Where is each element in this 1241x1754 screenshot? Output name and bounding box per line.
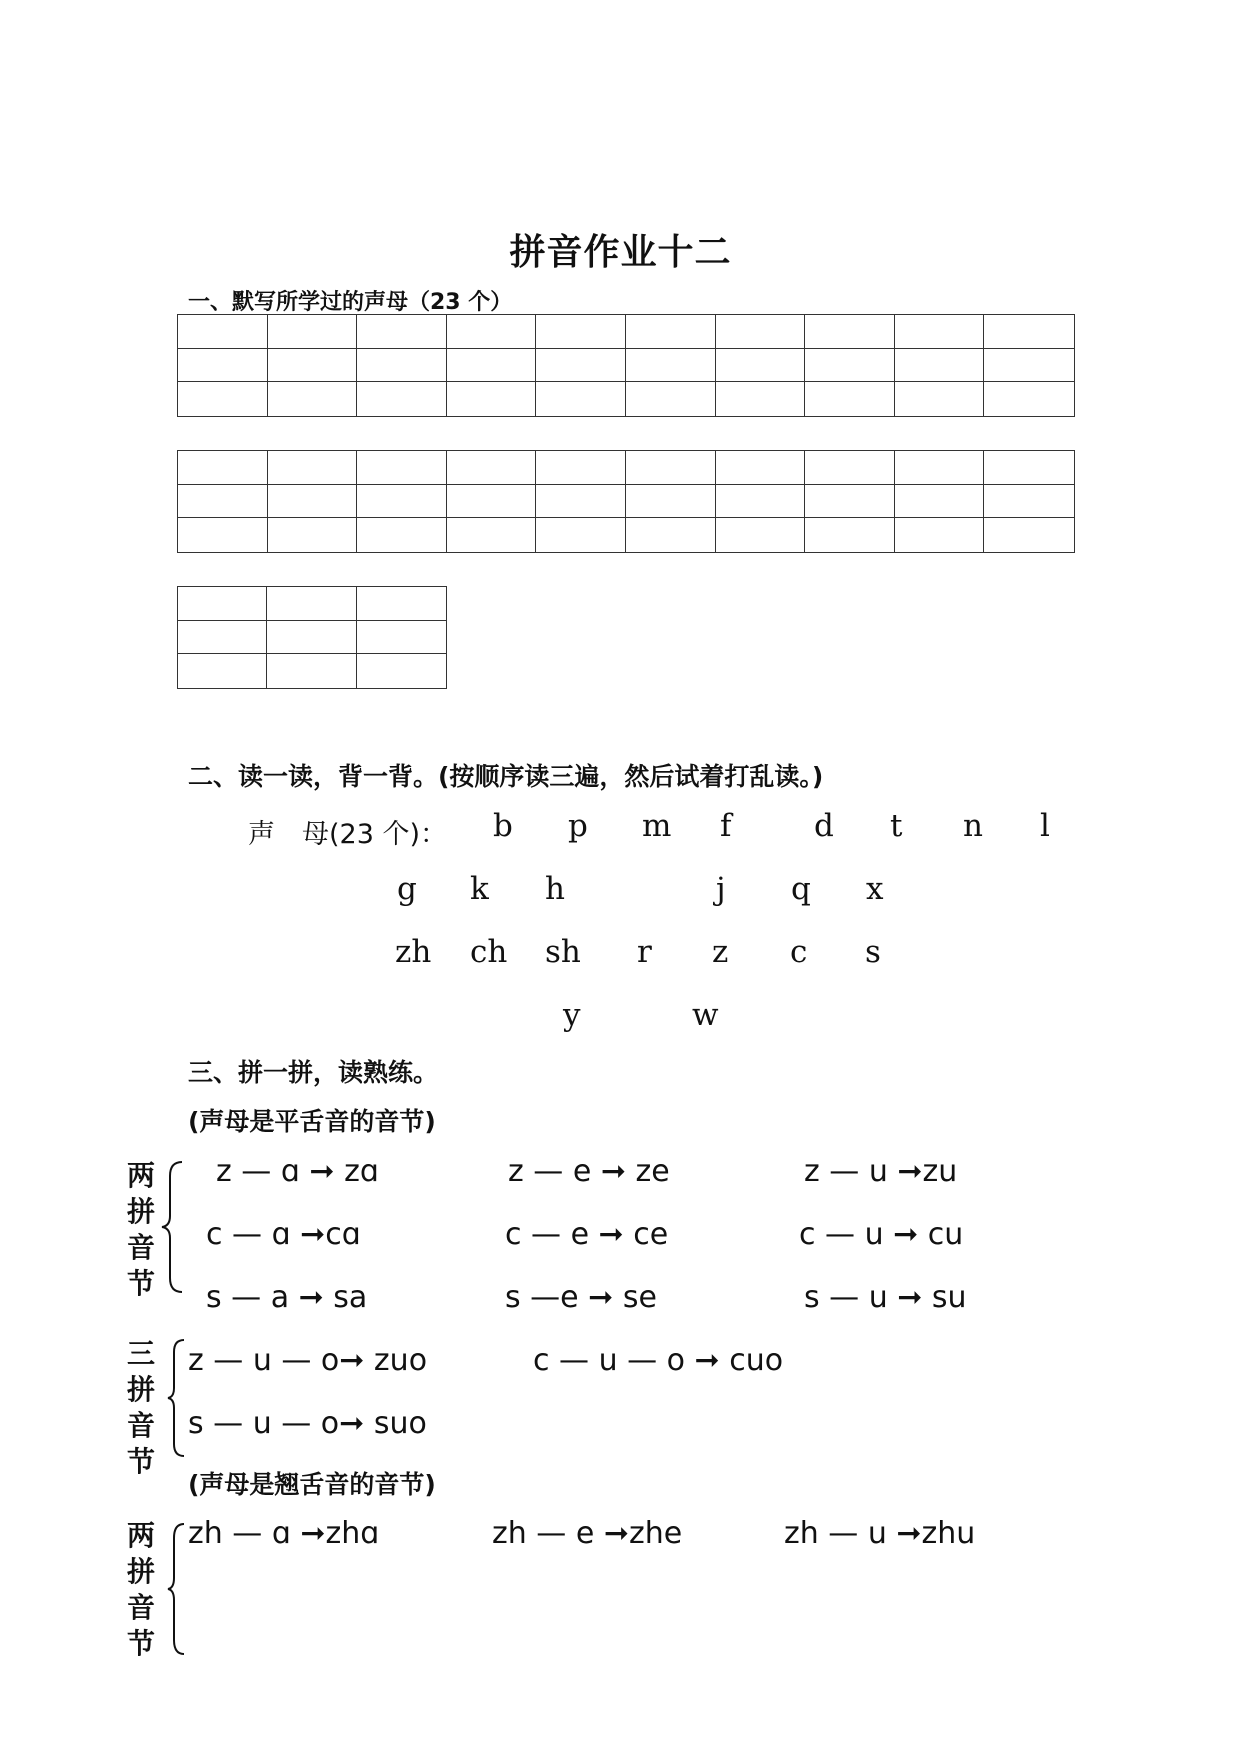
initial-letter: d (814, 808, 834, 844)
syllable-c-u: c — u ➞ cu (799, 1217, 964, 1252)
initial-letter: zh (395, 934, 432, 970)
brace-icon (166, 1338, 188, 1458)
initial-letter: p (568, 808, 588, 844)
initial-letter: b (493, 808, 513, 844)
syllable-c-e: c — e ➞ ce (505, 1217, 669, 1252)
syllable-s-e: s —e ➞ se (505, 1280, 657, 1315)
initial-letter: x (866, 871, 884, 907)
group2-label: 三拼音节 (126, 1337, 155, 1478)
initial-letter: q (791, 871, 811, 907)
section3-subheading-retroflex: (声母是翘舌音的音节) (188, 1470, 436, 1499)
initial-letter: s (865, 934, 881, 970)
writing-grid-3[interactable] (177, 586, 447, 689)
initial-letter: f (720, 808, 732, 844)
initial-letter: w (692, 997, 719, 1033)
syllable-c-u-o: c — u — o ➞ cuo (533, 1343, 784, 1378)
initial-letter: r (637, 934, 652, 970)
group1-label: 两拼音节 (126, 1159, 155, 1300)
group3-label: 两拼音节 (126, 1519, 155, 1660)
brace-icon (160, 1160, 186, 1294)
section1-heading: 一、默写所学过的声母（23 个） (188, 290, 513, 315)
initial-letter: t (890, 808, 903, 844)
section3-heading: 三、拼一拼，读熟练。 (188, 1058, 439, 1087)
initial-letter: g (397, 871, 417, 907)
syllable-s-u-o: s — u — o➞ suo (188, 1406, 427, 1441)
section2-heading: 二、读一读，背一背。(按顺序读三遍，然后试着打乱读。) (188, 762, 824, 791)
syllable-zh-e: zh — e ➞zhe (492, 1516, 683, 1551)
syllable-c-a: c — ɑ ➞cɑ (206, 1217, 361, 1252)
initial-letter: m (642, 808, 672, 844)
initial-letter: c (790, 934, 808, 970)
brace-icon (166, 1522, 188, 1656)
page-title: 拼音作业十二 (509, 232, 732, 273)
syllable-zh-a: zh — ɑ ➞zhɑ (188, 1516, 380, 1551)
initial-letter: h (545, 871, 565, 907)
initial-letter: z (712, 934, 729, 970)
syllable-s-a: s — a ➞ sa (206, 1280, 368, 1315)
initials-label: 声 母(23 个)： (248, 819, 448, 850)
section3-subheading-flat: (声母是平舌音的音节) (188, 1107, 436, 1136)
syllable-z-e: z — e ➞ ze (508, 1154, 670, 1189)
initial-letter: k (470, 871, 489, 907)
initial-letter: n (963, 808, 983, 844)
initial-letter: y (563, 997, 581, 1033)
initial-letter: sh (545, 934, 581, 970)
initial-letter: l (1040, 808, 1050, 844)
syllable-zh-u: zh — u ➞zhu (784, 1516, 976, 1551)
syllable-z-u-o: z — u — o➞ zuo (188, 1343, 428, 1378)
syllable-s-u: s — u ➞ su (804, 1280, 967, 1315)
writing-grid-2[interactable] (177, 450, 1075, 553)
initial-letter: ch (470, 934, 508, 970)
initial-letter: j (716, 871, 726, 907)
syllable-z-a: z — ɑ ➞ zɑ (216, 1154, 379, 1189)
writing-grid-1[interactable] (177, 314, 1075, 417)
syllable-z-u: z — u ➞zu (804, 1154, 958, 1189)
